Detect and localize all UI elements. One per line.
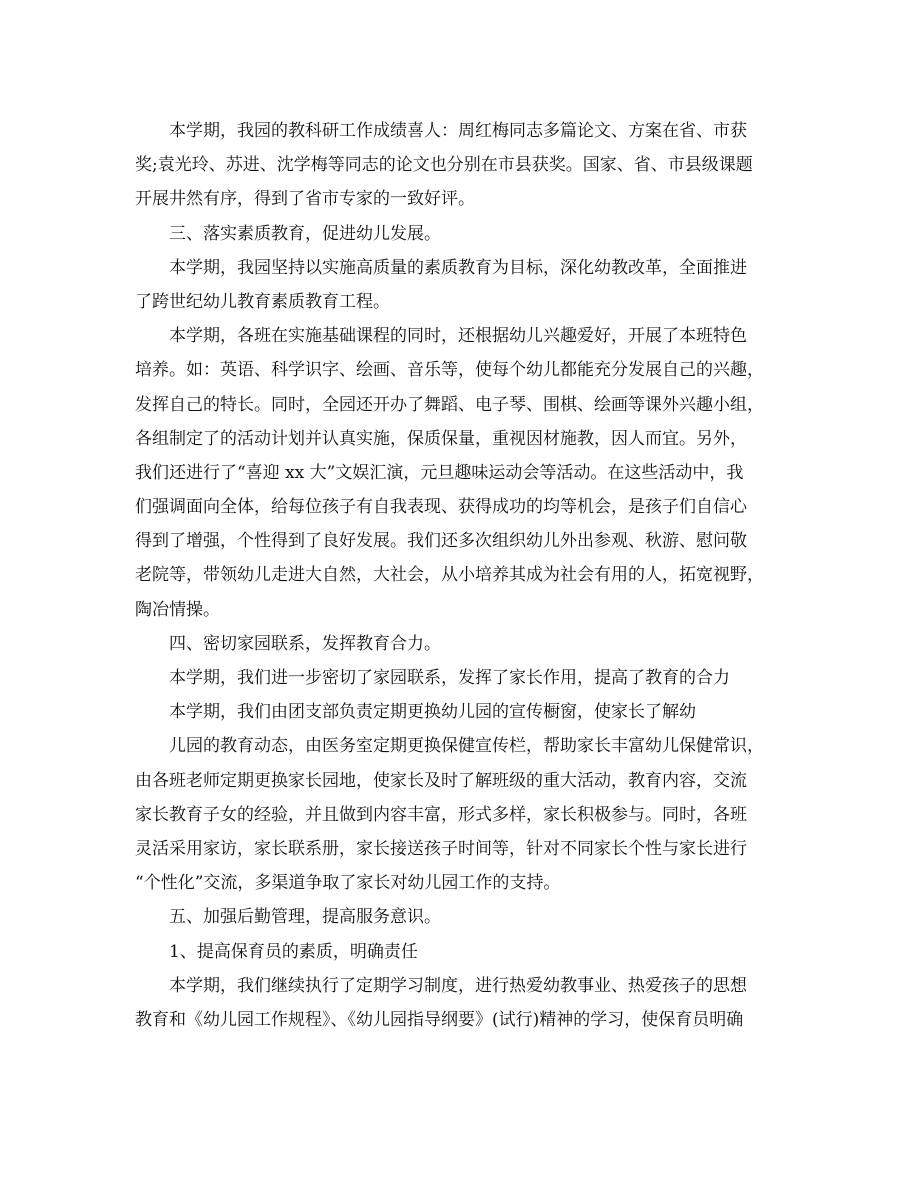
text-line: 本学期，我们进一步密切了家园联系，发挥了家长作用，提高了教育的合力 <box>169 668 730 688</box>
text-line: 灵活采用家访，家长联系册，家长接送孩子时间等，针对不同家长个性与家长进行 <box>135 838 747 859</box>
document-body <box>135 114 785 1037</box>
text-line: 得到了增强，个性得到了良好发展。我们还多次组织幼儿外出参观、秋游、慰问敬 <box>135 531 747 552</box>
text-line: 家长教育子女的经验，并且做到内容丰富，形式多样，家长积极参与。同时，各班 <box>135 804 747 825</box>
text-line: “个性化”交流，多渠道争取了家长对幼儿园工作的支持。 <box>135 873 561 894</box>
text-line: 本学期，我们由团支部负责定期更换幼儿园的宣传橱窗，使家长了解幼 <box>169 702 696 723</box>
text-line: 陶冶情操。 <box>135 599 220 620</box>
text-line: 我们还进行了“喜迎 xx 大”文娱汇演，元旦趣味运动会等活动。在这些活动中，我 <box>135 462 744 483</box>
text-line: 各组制定了的活动计划并认真实施，保质保量，重视因材施教，因人而宜。另外， <box>135 428 747 449</box>
text-line: 老院等，带领幼儿走进大自然，大社会，从小培养其成为社会有用的人，拓宽视野， <box>135 565 764 586</box>
section-heading: 五、加强后勤管理，提高服务意识。 <box>169 907 441 928</box>
section-heading: 三、落实素质教育，促进幼儿发展。 <box>169 223 441 244</box>
text-line: 本学期，我们继续执行了定期学习制度，进行热爱幼教事业、热爱孩子的思想 <box>169 975 747 996</box>
text-line: 培养。如：英语、科学识字、绘画、音乐等，使每个幼儿都能充分发展自己的兴趣， <box>135 360 764 381</box>
text-line: 教育和《幼儿园工作规程》、《幼儿园指导纲要》(试行)精神的学习，使保育员明确 <box>135 1009 744 1030</box>
text-line: 开展井然有序，得到了省市专家的一致好评。 <box>135 189 475 210</box>
text-line: 了跨世纪幼儿教育素质教育工程。 <box>135 291 390 312</box>
text-line: 儿园的教育动态，由医务室定期更换保健宣传栏，帮助家长丰富幼儿保健常识， <box>169 736 764 757</box>
text-line: 们强调面向全体，给每位孩子有自我表现、获得成功的均等机会，是孩子们自信心 <box>135 497 747 518</box>
section-heading: 四、密切家园联系，发挥教育合力。 <box>169 633 441 654</box>
text-line: 本学期，我园的教科研工作成绩喜人：周红梅同志多篇论文、方案在省、市获 <box>169 121 747 141</box>
text-line: 奖;袁光玲、苏进、沈学梅等同志的论文也分别在市县获奖。国家、省、市县级课题 <box>135 155 753 176</box>
text-line: 由各班老师定期更换家长园地，使家长及时了解班级的重大活动，教育内容，交流 <box>135 770 747 791</box>
text-line: 本学期，我园坚持以实施高质量的素质教育为目标，深化幼教改革，全面推进 <box>169 257 747 278</box>
text-line: 发挥自己的特长。同时，全园还开办了舞蹈、电子琴、围棋、绘画等课外兴趣小组， <box>135 394 764 415</box>
text-line: 本学期，各班在实施基础课程的同时，还根据幼儿兴趣爱好，开展了本班特色 <box>169 326 747 347</box>
subsection-heading: 1、提高保育员的素质，明确责任 <box>169 941 418 962</box>
